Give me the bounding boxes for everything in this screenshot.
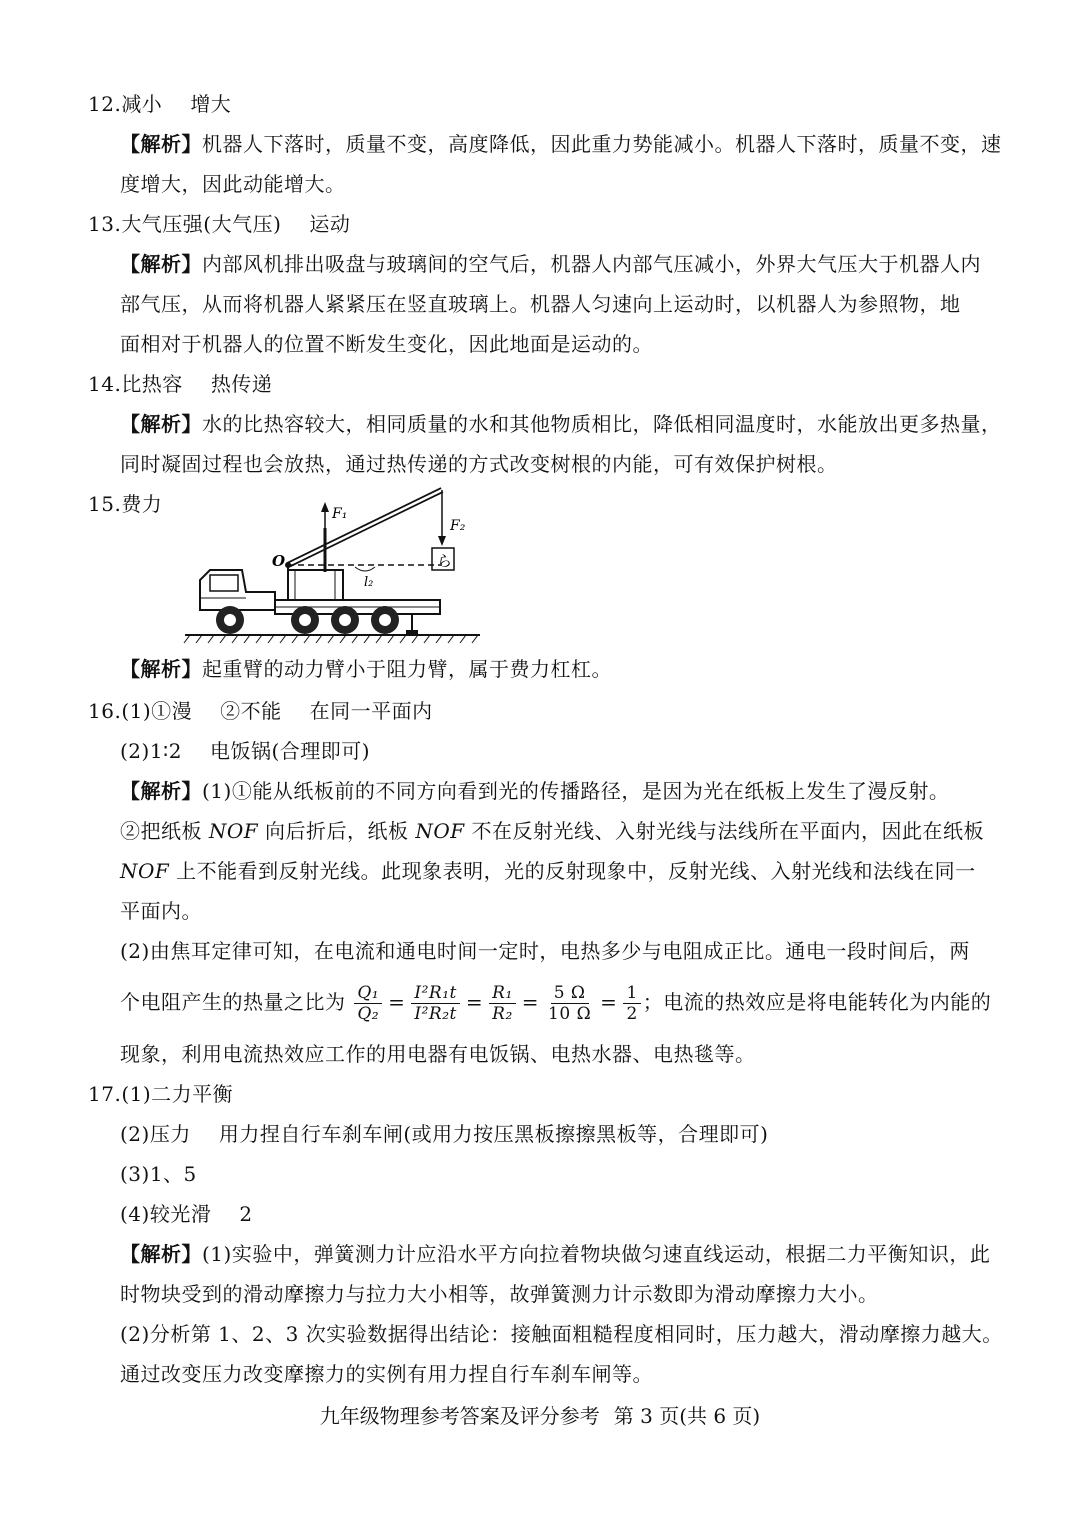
q12-explanation-line [120, 170, 346, 198]
explanation-text: (1)①能从纸板前的不同方向看到光的传播路径，是因为光在纸板上发生了漫反射。 [202, 779, 950, 803]
explanation-text: 上不能看到反射光线。此现象表明，光的反射现象中，反射光线、入射光线和法线在同一 [169, 859, 976, 883]
label-f2: F₂ [450, 518, 466, 534]
explanation-text: (1)实验中，弹簧测力计应沿水平方向拉着物块做匀速直线运动，根据二力平衡知识，此 [202, 1242, 991, 1266]
answer-text: 增大 [190, 92, 232, 116]
answer-text: 费力 [121, 492, 163, 516]
label-o: O [272, 552, 286, 570]
explanation-text: (2)由焦耳定律可知，在电流和通电时间一定时，电热多少与电阻成正比。通电一段时间后，两 [120, 939, 970, 963]
page-number: 第 3 页(共 6 页) [613, 1404, 761, 1428]
q16-explanation-line [120, 1040, 756, 1068]
analysis-tag: 【解析】 [120, 132, 202, 156]
q17-explanation-line [120, 1280, 879, 1308]
explanation-text: ②把纸板 [120, 819, 209, 843]
q17-explanation-line [120, 1360, 653, 1388]
explanation-text: 平面内。 [120, 899, 202, 923]
question-number: 13. [88, 212, 122, 236]
analysis-tag: 【解析】 [120, 779, 202, 803]
explanation-text: 通过改变压力改变摩擦力的实例有用力捏自行车刹车闸等。 [120, 1362, 653, 1386]
label-f1: F₁ [332, 506, 348, 522]
answer-text: (1)二力平衡 [121, 1082, 234, 1106]
fraction-half: $\frac{1}{2}$ [623, 983, 640, 1024]
q16-answer [88, 697, 433, 725]
explanation-text: 度增大，因此动能增大。 [120, 172, 346, 196]
explanation-text: 时物块受到的滑动摩擦力与拉力大小相等，故弹簧测力计示数即为滑动摩擦力大小。 [120, 1282, 879, 1306]
nof-label: NOF [415, 819, 465, 843]
q17-answer-part4 [120, 1200, 253, 1228]
q16-explanation-line [120, 817, 984, 845]
answer-text: 大气压强(大气压) [121, 212, 282, 236]
answer-text: ②不能 [220, 699, 282, 723]
answer-text: 减小 [121, 92, 163, 116]
q13-explanation-line [120, 330, 653, 358]
analysis-tag: 【解析】 [120, 252, 202, 276]
q17-answer-part3 [120, 1160, 197, 1188]
q17-explanation-line [120, 1240, 990, 1268]
q16-explanation-line [120, 857, 976, 885]
fraction-i2rt: $\frac{\text{I²R₁t}}{\text{I²R₂t}}$ [411, 983, 459, 1024]
explanation-text: 机器人下落时，质量不变，高度降低，因此重力势能减小。机器人下落时，质量不变，速 [202, 132, 1002, 156]
q13-answer [88, 210, 350, 238]
question-number: 17. [88, 1082, 122, 1106]
explanation-text: 面相对于机器人的位置不断发生变化，因此地面是运动的。 [120, 332, 653, 356]
analysis-tag: 【解析】 [120, 412, 202, 436]
q12-answer [88, 90, 231, 118]
q12-explanation-line [120, 130, 1002, 158]
explanation-text: 个电阻产生的热量之比为 [120, 990, 346, 1014]
answer-text: (1)①漫 [121, 699, 193, 723]
answer-text: 比热容 [121, 372, 183, 396]
q13-explanation-line [120, 250, 981, 278]
question-number: 15. [88, 492, 122, 516]
explanation-text: 起重臂的动力臂小于阻力臂，属于费力杠杠。 [202, 657, 612, 681]
explanation-text: 同时凝固过程也会放热，通过热传递的方式改变树根的内能，可有效保护树根。 [120, 452, 838, 476]
answer-text: (3)1、5 [120, 1162, 197, 1186]
analysis-tag: 【解析】 [120, 1242, 202, 1266]
explanation-text: 部气压，从而将机器人紧紧压在竖直玻璃上。机器人匀速向上运动时，以机器人为参照物，地 [120, 292, 961, 316]
q15-answer [88, 490, 162, 518]
ground-hatching [184, 635, 478, 643]
q14-explanation-line [120, 410, 1002, 438]
q16-explanation-line [120, 897, 202, 925]
page-footer [0, 1400, 1080, 1429]
footer-title: 九年级物理参考答案及评分参考 [319, 1404, 600, 1428]
q16-answer-part2 [120, 737, 370, 765]
fraction-ohm: $\frac{5 \Omega}{10 \Omega}$ [548, 983, 592, 1024]
q14-explanation-line [120, 450, 838, 478]
explanation-text: 向后折后，纸板 [258, 819, 416, 843]
fraction-r: $\frac{\text{R₁}}{\text{R₂}}$ [489, 983, 516, 1024]
answer-text: (4)较光滑 [120, 1202, 212, 1226]
analysis-tag: 【解析】 [120, 657, 202, 681]
question-number: 12. [88, 92, 122, 116]
answer-text: 2 [239, 1202, 253, 1226]
answer-text: 在同一平面内 [309, 699, 433, 723]
answer-text: (2)1∶2 [120, 739, 182, 763]
q13-explanation-line [120, 290, 961, 318]
hook-glyph: ら [437, 552, 453, 570]
answer-text: (2)压力 [120, 1122, 191, 1146]
explanation-text: ；电流的热效应是将电能转化为内能的 [642, 990, 992, 1014]
q17-answer-part2 [120, 1120, 768, 1148]
q17-answer [88, 1080, 233, 1108]
label-l2: l₂ [364, 575, 374, 590]
answer-text: 热传递 [210, 372, 273, 396]
q14-answer [88, 370, 272, 398]
crane-truck-figure [180, 480, 490, 650]
answer-text: 运动 [309, 212, 351, 236]
q16-formula-line: 个电阻产生的热量之比为 $\frac{\text{Q₁}}{\text{Q₂}}$ = $\frac{\text{I²R₁t}}{\text{I²R₂t}}$ = $\frac{\text{R₁}}{\text{R₂}}$ = $\frac{5 \Omega}{10 \Omega}$ = $\frac{1}{2}$ ；电流的热效应是将电能转化为内能的 [120, 983, 992, 1024]
fraction-q: $\frac{\text{Q₁}}{\text{Q₂}}$ [354, 983, 382, 1024]
nof-label: NOF [120, 859, 170, 883]
question-number: 16. [88, 699, 122, 723]
explanation-text: 水的比热容较大，相同质量的水和其他物质相比，降低相同温度时，水能放出更多热量， [202, 412, 1002, 436]
answer-text: 电饭锅(合理即可) [209, 739, 371, 763]
q17-explanation-line [120, 1320, 1003, 1348]
explanation-text: 现象，利用电流热效应工作的用电器有电饭锅、电热水器、电热毯等。 [120, 1042, 756, 1066]
explanation-text: (2)分析第 1、2、3 次实验数据得出结论：接触面粗糙程度相同时，压力越大，滑动摩擦力越大。 [120, 1322, 1003, 1346]
explanation-text: 内部风机排出吸盘与玻璃间的空气后，机器人内部气压减小，外界大气压大于机器人内 [202, 252, 981, 276]
q16-explanation-line [120, 777, 949, 805]
q16-explanation-line [120, 937, 970, 965]
q15-explanation-line [120, 655, 612, 683]
nof-label: NOF [208, 819, 259, 843]
explanation-text: 不在反射光线、入射光线与法线所在平面内，因此在纸板 [464, 819, 984, 843]
question-number: 14. [88, 372, 122, 396]
answer-text: 用力捏自行车刹车闸(或用力按压黑板擦擦黑板等，合理即可) [218, 1122, 769, 1146]
